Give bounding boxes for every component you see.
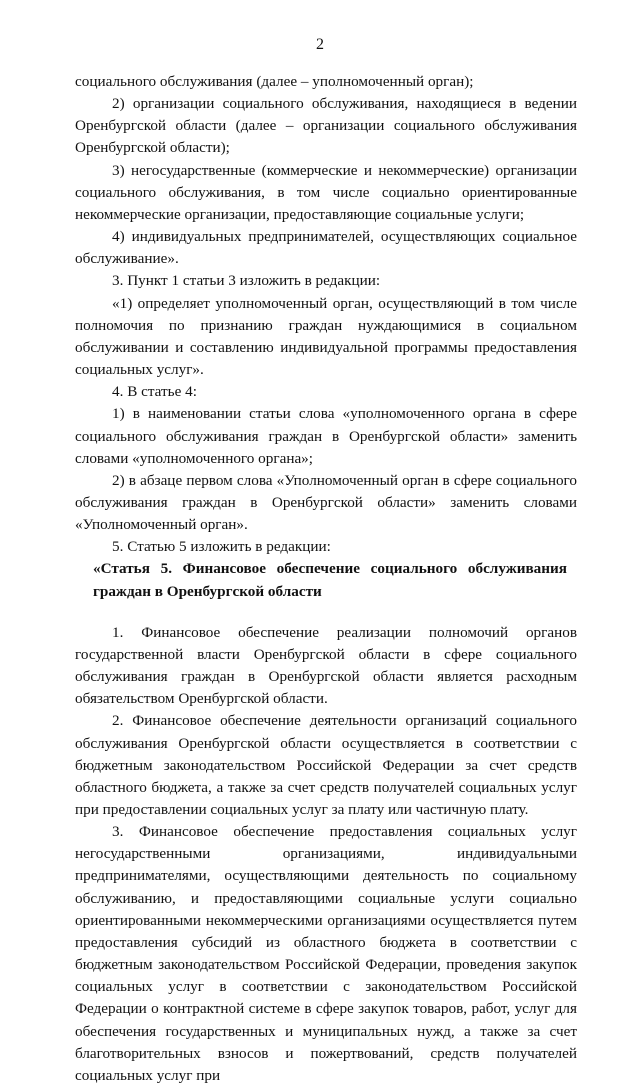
paragraph-amendment-4: 4. В статье 4: (112, 383, 197, 401)
paragraph-continuation: социального обслуживания (далее – уполномоченный орган); (75, 73, 474, 90)
paragraph-item-4: 4) индивидуальных предпринимателей, осуществляющих социальное обслуживание». (75, 228, 577, 268)
article-clause-3: 3. Финансовое обеспечение предоставления социальных услуг негосударственными организациями, индивидуальными предпринимателями, осуществляющими деятельность по социальному обслуживанию, и предоставляющими социальные услуги социально ориентированными некоммерческими организациями осуществляется путем предоставления субсидий из областного бюджета в соответствии с бюджетным законодательством Российской Федерации, проведения закупок социальных услуг в соответствии с законодательством Российской Федерации о контрактной системе в сфере закупок товаров, работ, услуг для обеспечения государственных и муниципальных нужд, а также за счет благотворительных взносов и пожертвований, средств получателей социальных услуг при (75, 823, 577, 1084)
paragraph-amendment-3-text: «1) определяет уполномоченный орган, осуществляющий в том числе полномочия по признанию граждан нуждающимися в социальном обслуживании и составлению индивидуальной программы предоставления социальных услуг». (75, 294, 577, 379)
article-clause-2: 2. Финансовое обеспечение деятельности организаций социального обслуживания Оренбургской области осуществляется в соответствии с бюджетным законодательством Российской Федерации за счет средств областного бюджета, а также за счет средств получателей социальных услуг при предоставлении социальных услуг за плату или частичную плату. (75, 712, 577, 818)
document-body (75, 71, 577, 1087)
paragraph-item-3: 3) негосударственные (коммерческие и некоммерческие) организации социального обслуживания, в том числе социально ориентированные некоммерческие организации, предоставляющие социальные услуги; (75, 161, 577, 223)
paragraph-item-2: 2) организации социального обслуживания, находящиеся в ведении Оренбургской области (далее – организации социального обслуживания Оренбургской области); (75, 95, 577, 157)
paragraph-amendment-5: 5. Статью 5 изложить в редакции: (112, 538, 331, 556)
paragraph-amendment-4-2: 2) в абзаце первом слова «Уполномоченный орган в сфере социального обслуживания граждан в Оренбургской области» заменить словами «Уполномоченный орган». (75, 471, 577, 534)
article-clause-1: 1. Финансовое обеспечение реализации полномочий органов государственной власти Оренбургской области в сфере социального обслуживания граждан в Оренбургской области является расходным обязательством Оренбургской области. (75, 623, 577, 708)
paragraph-amendment-4-1: 1) в наименовании статьи слова «уполномоченного органа в сфере социального обслуживания граждан в Оренбургской области» заменить словами «уполномоченного органа»; (75, 405, 577, 467)
heading-spacer (75, 603, 577, 622)
article-heading: «Статья 5. Финансовое обеспечение социального обслуживания граждан в Оренбургской области (93, 560, 567, 600)
paragraph-amendment-3: 3. Пункт 1 статьи 3 изложить в редакции: (112, 272, 381, 290)
page-number: 2 (316, 36, 324, 53)
